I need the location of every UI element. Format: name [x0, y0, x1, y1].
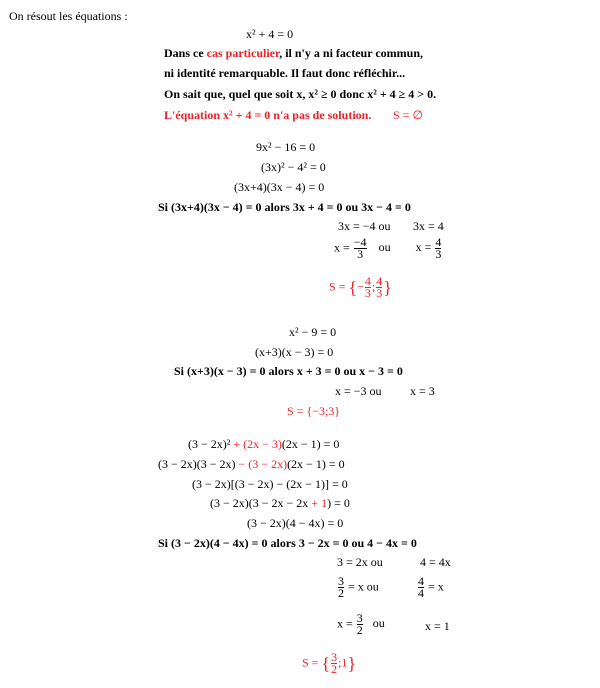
eq1-solution: S = ∅	[393, 108, 423, 122]
fraction: $\frac{4}{3}$	[435, 235, 442, 261]
fraction: $\frac{-4}{3}$	[353, 235, 367, 261]
eq3-step: x = −3 ou	[335, 384, 382, 398]
eq2-step: (3x+4)(3x − 4) = 0	[234, 180, 325, 194]
eq2-si-line: Si (3x+4)(3x − 4) = 0 alors 3x + 4 = 0 ou 3x − 4 = 0	[158, 200, 411, 214]
eq3-step: x = 3	[410, 384, 435, 398]
eq4-step: (3 − 2x)(4 − 4x) = 0	[247, 516, 344, 530]
eq1-line: ni identité remarquable. Il faut donc réfléchir...	[164, 66, 406, 80]
eq2-step: 9x² − 16 = 0	[256, 140, 316, 154]
eq2-step: 3x = 4	[413, 219, 444, 233]
eq4-step: (3 − 2x)² + (2x − 3)(2x − 1) = 0	[188, 437, 340, 451]
eq1-equation: x² + 4 = 0	[246, 27, 294, 41]
eq2-step: (3x)² − 4² = 0	[261, 160, 326, 174]
eq3-solution: S = {−3;3}	[287, 404, 341, 418]
eq4-fraction-line: $\frac{3}{2}$ = x ou	[338, 574, 379, 600]
eq3-si-line: Si (x+3)(x − 3) = 0 alors x + 3 = 0 ou x − 3 = 0	[174, 364, 403, 378]
eq4-step: 3 = 2x ou	[337, 555, 383, 569]
eq4-fraction-line: $\frac{4}{4}$ = x	[418, 574, 444, 600]
eq4-step: (3 − 2x)(3 − 2x − 2x + 1) = 0	[210, 496, 350, 510]
eq1-particular-case: cas particulier	[206, 46, 280, 60]
eq2-solution: S = {− $\frac{4}{3}$ ; $\frac{4}{3}$ }	[329, 274, 392, 300]
eq1-line: On sait que, quel que soit x, x² ≥ 0 donc x² + 4 ≥ 4 > 0.	[164, 87, 437, 101]
eq4-solution: S = { $\frac{3}{2}$ ;1}	[302, 650, 357, 676]
eq2-fractions: x = $\frac{-4}{3}$ ou x = $\frac{4}{3}$	[334, 235, 442, 261]
page-intro: On résout les équations :	[9, 9, 128, 23]
eq3-step: x² − 9 = 0	[289, 325, 337, 339]
eq4-fraction-line: x = $\frac{3}{2}$ ou	[337, 611, 385, 637]
eq4-step: x = 1	[425, 619, 450, 633]
eq4-step: 4 = 4x	[420, 555, 451, 569]
eq1-intro: Dans ce cas particulier, il n'y a ni facteur commun,	[164, 46, 423, 60]
eq4-si-line: Si (3 − 2x)(4 − 4x) = 0 alors 3 − 2x = 0 ou 4 − 4x = 0	[158, 536, 417, 550]
eq4-step: (3 − 2x)(3 − 2x) − (3 − 2x)(2x − 1) = 0	[158, 457, 345, 471]
eq4-step: (3 − 2x)[(3 − 2x) − (2x − 1)] = 0	[192, 477, 348, 491]
eq1-conclusion: L'équation x² + 4 = 0 n'a pas de solution.	[164, 108, 372, 122]
eq2-step: 3x = −4 ou	[338, 219, 391, 233]
eq3-step: (x+3)(x − 3) = 0	[255, 345, 334, 359]
